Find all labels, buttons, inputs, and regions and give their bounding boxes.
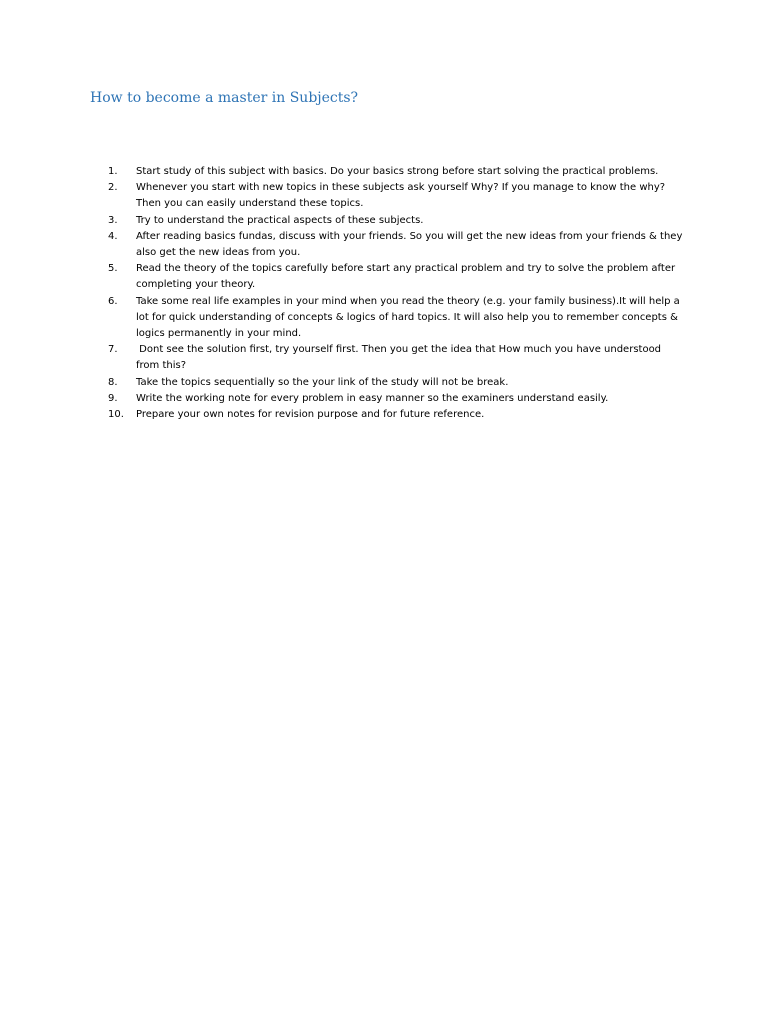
list-item-text: Dont see the solution first, try yourself first. Then you get the idea that How much you have understood from this?	[136, 344, 662, 372]
list-item-number: 7.	[108, 344, 118, 356]
list-item-number: 6.	[108, 295, 118, 307]
list-item	[108, 375, 684, 391]
list-item-text: Whenever you start with new topics in these subjects ask yourself Why? If you manage to know the why? Then you can easily understand these topics.	[136, 182, 666, 210]
list-item	[108, 261, 684, 293]
list-item	[108, 391, 684, 407]
list-item	[108, 342, 684, 374]
list-item	[108, 164, 684, 180]
list-item-text: Read the theory of the topics carefully before start any practical problem and try to solve the problem after completing your theory.	[136, 263, 676, 291]
list-item-number: 10.	[108, 409, 124, 421]
document-title: How to become a master in Subjects?	[90, 90, 359, 106]
list-item	[108, 180, 684, 212]
list-item-text: Start study of this subject with basics. Do your basics strong before start solving the practical problems.	[136, 166, 659, 177]
list-item-text: Try to understand the practical aspects of these subjects.	[136, 214, 424, 226]
list-item-text: Prepare your own notes for revision purpose and for future reference.	[136, 409, 485, 421]
list-item-number: 4.	[108, 230, 118, 242]
list-item	[108, 294, 684, 343]
list-item-number: 2.	[108, 182, 118, 194]
list-item-text: Write the working note for every problem in easy manner so the examiners understand easily.	[136, 392, 609, 404]
list-item-number: 9.	[108, 392, 118, 404]
tips-list	[108, 164, 684, 423]
list-item-number: 8.	[108, 376, 118, 388]
list-item	[108, 229, 684, 261]
list-item-text: Take the topics sequentially so the your link of the study will not be break.	[136, 376, 509, 388]
list-item-number: 1.	[108, 166, 118, 177]
list-item-text: After reading basics fundas, discuss with your friends. So you will get the new ideas from your friends & they also get the new ideas from you.	[136, 230, 683, 259]
list-item-number: 3.	[108, 214, 118, 226]
list-item-text: Take some real life examples in your mind when you read the theory (e.g. your family business).It will help a lot for quick understanding of concepts & logics of hard topics. It will also help you to remember concepts & logics permanently in your mind.	[136, 295, 680, 340]
list-item	[108, 407, 684, 423]
list-item-number: 5.	[108, 263, 118, 275]
list-item	[108, 213, 684, 229]
